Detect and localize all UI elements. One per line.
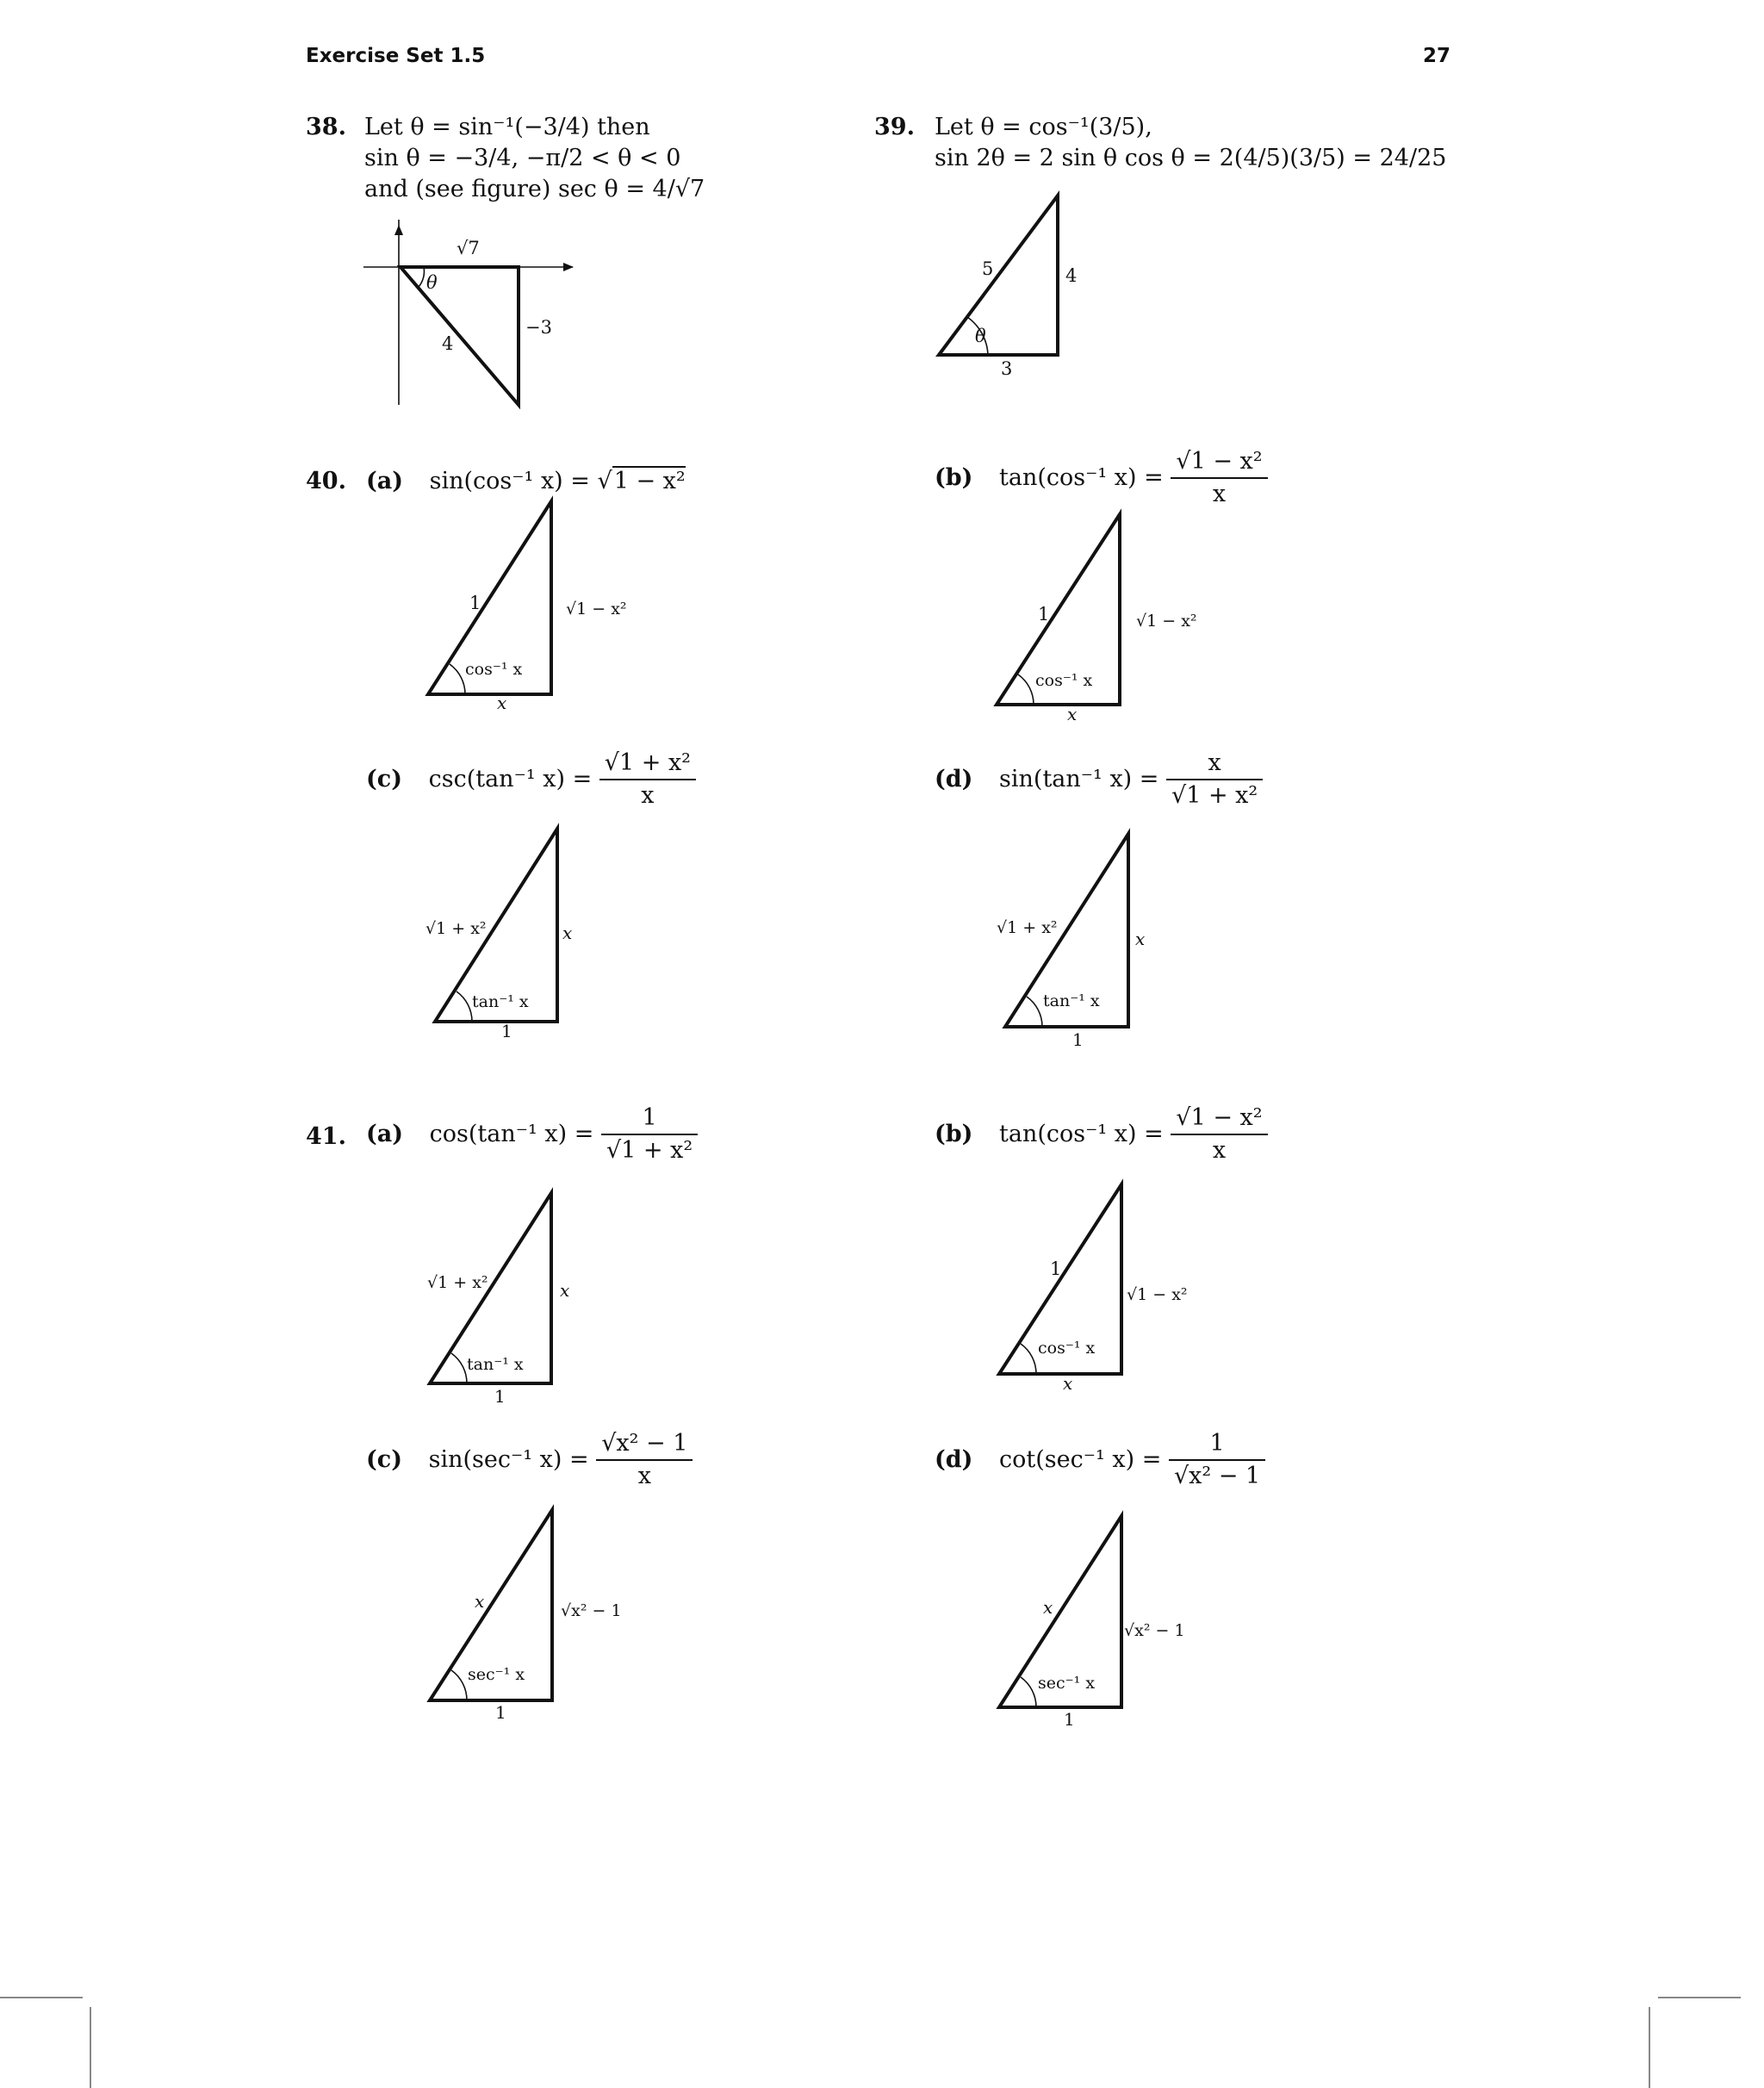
fraction-numerator: 1 <box>601 1103 698 1135</box>
figure-40d <box>995 831 1219 1064</box>
text-line: and (see figure) sec θ = 4/√7 <box>364 176 705 202</box>
fraction-numerator: x <box>1166 748 1263 780</box>
figure-41b <box>995 1182 1219 1406</box>
equation-lhs: sin(tan⁻¹ x) = <box>999 766 1159 792</box>
label-side: 4 <box>1065 265 1078 286</box>
text-line: sin 2θ = 2 sin θ cos θ = 2(4/5)(3/5) = 24/25 <box>935 145 1447 171</box>
label-base: 1 <box>494 1386 506 1407</box>
angle-arc <box>457 991 472 1022</box>
part-label: (c) <box>366 1446 402 1473</box>
label-hyp: 1 <box>1038 604 1050 625</box>
equation-lhs: cos(tan⁻¹ x) = <box>429 1121 594 1147</box>
angle-arc <box>450 664 465 694</box>
figure-41c <box>426 1507 650 1731</box>
part-label: (c) <box>366 766 402 792</box>
equation-lhs: sin(cos⁻¹ x) = <box>429 468 598 494</box>
angle-arc <box>1018 674 1034 705</box>
angle-arc <box>1027 997 1042 1027</box>
problem-number: 39. <box>874 114 915 140</box>
label-angle: cos⁻¹ x <box>1035 671 1093 690</box>
label-side: √x² − 1 <box>1124 1621 1185 1640</box>
label-hyp: x <box>1043 1597 1053 1618</box>
part-label: (b) <box>935 1121 973 1147</box>
angle-arc <box>451 1670 467 1700</box>
crop-mark <box>1649 2007 1650 2088</box>
triangle <box>401 267 519 405</box>
equation-lhs: sin(sec⁻¹ x) = <box>428 1446 589 1473</box>
angle-arc <box>1021 1677 1036 1707</box>
label-side: √x² − 1 <box>561 1601 622 1620</box>
label-base: 3 <box>1001 358 1013 379</box>
part-label: (a) <box>366 1121 404 1147</box>
label-side: √1 − x² <box>566 600 627 618</box>
label-angle: tan⁻¹ x <box>1043 991 1100 1010</box>
fraction-denominator: √1 + x² <box>606 1137 693 1164</box>
label-angle: θ <box>426 272 438 293</box>
part-40d <box>935 748 1263 811</box>
label-angle: tan⁻¹ x <box>467 1355 524 1374</box>
fraction-numerator: √1 − x² <box>1171 1103 1267 1135</box>
fraction-denominator: √1 + x² <box>1171 782 1258 809</box>
label-hyp: 5 <box>982 258 994 279</box>
label-side: x <box>562 923 573 943</box>
figure-38 <box>362 220 586 409</box>
label-hyp: √1 + x² <box>997 918 1058 937</box>
fraction-numerator: 1 <box>1169 1428 1265 1461</box>
fraction-denominator: x <box>1212 1137 1227 1164</box>
label-angle: tan⁻¹ x <box>472 992 529 1011</box>
part-40c <box>366 748 696 811</box>
problem-number: 41. <box>306 1123 346 1150</box>
label-angle: cos⁻¹ x <box>465 660 523 679</box>
equation-lhs: cot(sec⁻¹ x) = <box>999 1446 1162 1473</box>
problem-39-text <box>935 112 1446 174</box>
label-hyp: 1 <box>469 593 481 613</box>
figure-39 <box>935 194 1107 383</box>
part-40b <box>935 446 1268 510</box>
problem-39 <box>874 112 915 143</box>
fraction-numerator: √x² − 1 <box>596 1428 693 1461</box>
figure-41a <box>422 1189 646 1413</box>
crop-mark <box>90 2007 91 2088</box>
part-label: (b) <box>935 464 973 491</box>
figure-40a <box>426 500 650 724</box>
label-hyp: 1 <box>1050 1258 1062 1279</box>
label-hyp: x <box>475 1591 485 1612</box>
label-base: 1 <box>495 1702 506 1723</box>
text-line: sin θ = −3/4, −π/2 < θ < 0 <box>364 145 681 171</box>
triangle <box>939 196 1058 355</box>
label-hyp: 4 <box>442 333 454 354</box>
problem-38 <box>306 112 346 143</box>
problem-41 <box>306 1122 346 1153</box>
page-number: 27 <box>1423 45 1451 67</box>
label-base: x <box>1063 1373 1073 1394</box>
figure-40b <box>995 513 1219 736</box>
label-hyp: √1 + x² <box>427 1273 488 1292</box>
label-hyp: √1 + x² <box>425 919 487 938</box>
part-label: (d) <box>935 1446 973 1473</box>
text-line: Let θ = sin⁻¹(−3/4) then <box>364 114 650 140</box>
angle-arc <box>1021 1344 1036 1374</box>
angle-arc <box>451 1353 467 1383</box>
figure-40c <box>422 827 646 1060</box>
part-41b <box>935 1103 1268 1166</box>
equation-lhs: csc(tan⁻¹ x) = <box>428 766 593 792</box>
label-base: 1 <box>1064 1709 1075 1730</box>
problem-40 <box>306 466 346 497</box>
problem-38-text <box>364 112 705 205</box>
fraction-numerator: √1 − x² <box>1171 446 1267 479</box>
part-41a <box>366 1103 698 1166</box>
label-base: 1 <box>501 1021 512 1041</box>
label-base: x <box>497 693 507 713</box>
label-angle: sec⁻¹ x <box>468 1665 525 1684</box>
fraction-denominator: √x² − 1 <box>1173 1463 1261 1489</box>
label-side: √1 − x² <box>1127 1285 1188 1304</box>
part-41c <box>366 1428 693 1492</box>
label-angle: cos⁻¹ x <box>1038 1339 1096 1358</box>
part-label: (d) <box>935 766 973 792</box>
angle-arc <box>419 267 424 287</box>
crop-mark <box>0 1997 83 1998</box>
equation-rhs: 1 − x² <box>613 468 686 494</box>
figure-41d <box>995 1512 1219 1744</box>
y-axis-arrow <box>394 225 403 235</box>
section-title: Exercise Set 1.5 <box>306 45 486 67</box>
label-base: x <box>1067 704 1078 724</box>
label-angle: θ <box>975 326 986 346</box>
label-side: √1 − x² <box>1136 612 1197 631</box>
label-side: x <box>560 1280 570 1301</box>
problem-number: 40. <box>306 468 346 494</box>
label-base: 1 <box>1072 1029 1084 1050</box>
fraction-numerator: √1 + x² <box>599 748 696 780</box>
part-label: (a) <box>366 468 404 494</box>
fraction-denominator: x <box>637 1463 651 1489</box>
fraction-denominator: x <box>641 782 655 809</box>
x-axis-arrow <box>563 263 574 271</box>
equation-lhs: tan(cos⁻¹ x) = <box>999 464 1164 491</box>
text-line: Let θ = cos⁻¹(3/5), <box>935 114 1152 140</box>
part-40a: (a) sin(cos⁻¹ x) = √1 − x² <box>366 468 686 494</box>
part-41d <box>935 1428 1265 1492</box>
label-side: x <box>1135 929 1146 949</box>
label-angle: sec⁻¹ x <box>1038 1674 1096 1693</box>
label-side: −3 <box>525 317 552 338</box>
problem-number: 38. <box>306 114 346 140</box>
label-top: √7 <box>457 238 480 258</box>
crop-mark <box>1658 1997 1741 1998</box>
fraction-denominator: x <box>1212 481 1227 507</box>
equation-lhs: tan(cos⁻¹ x) = <box>999 1121 1164 1147</box>
